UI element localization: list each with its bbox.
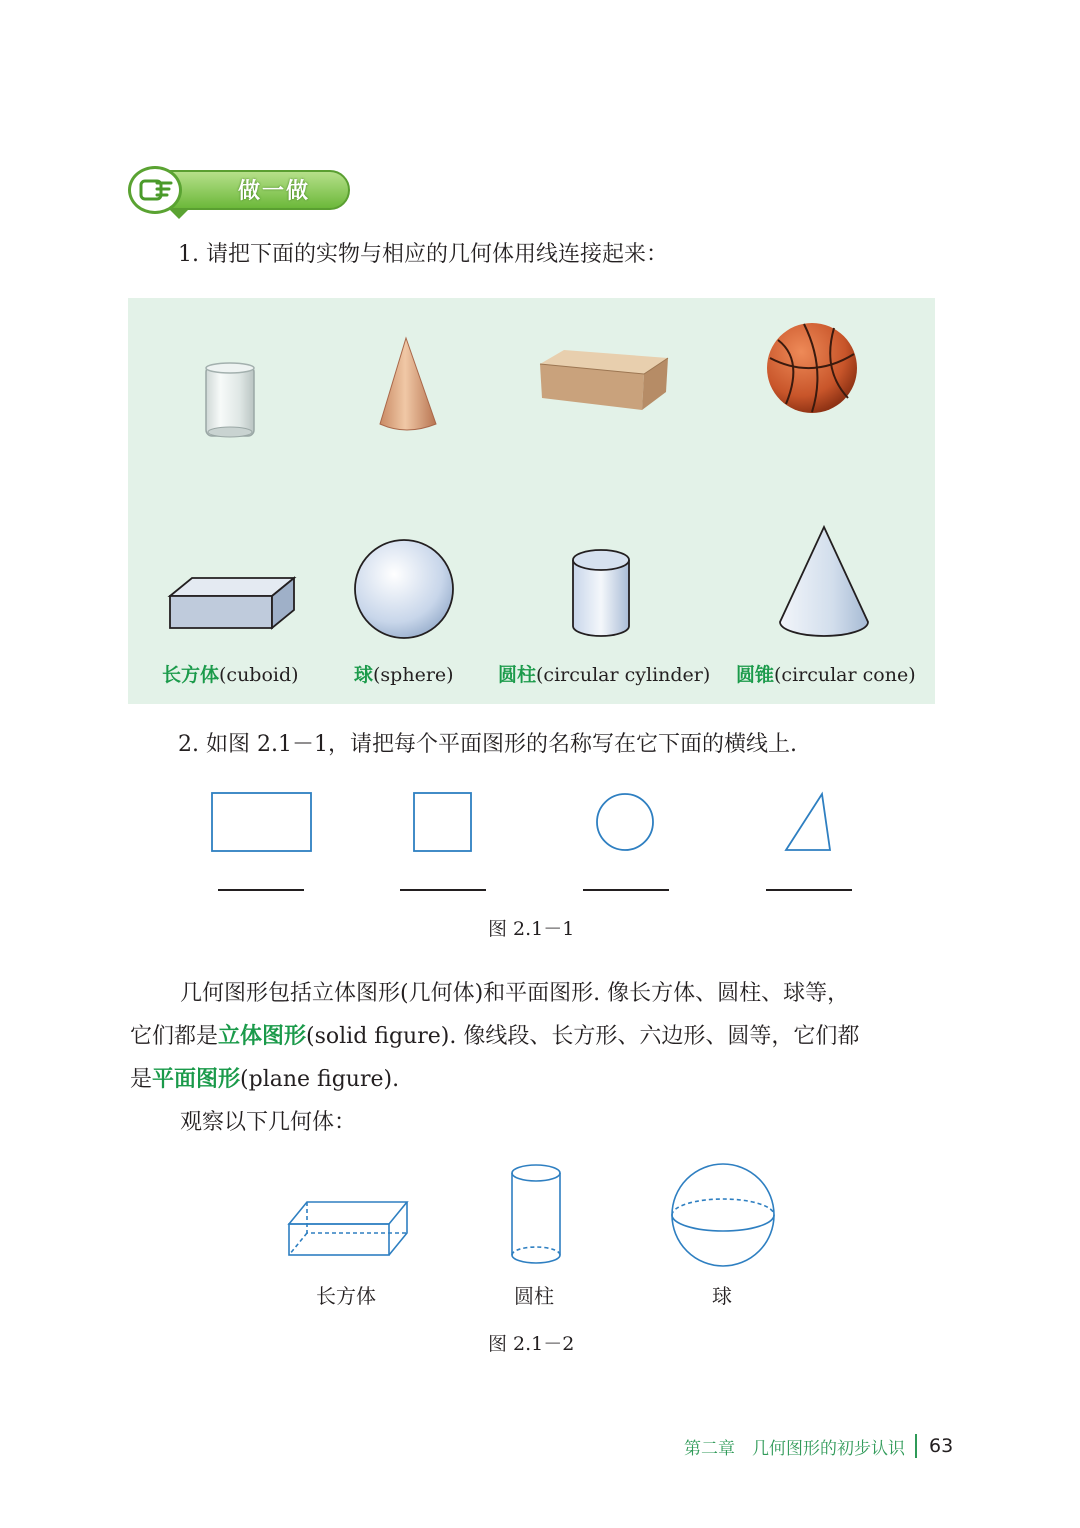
sphere-figure: [352, 537, 456, 641]
hand-pointing-icon: [131, 169, 179, 211]
section-pointer: [170, 210, 188, 219]
question-2: 2. 如图 2.1－1，请把每个平面图形的名称写在它下面的横线上.: [178, 732, 797, 757]
figure-2-1-1-caption: 图 2.1－1: [488, 918, 575, 940]
answer-blank-1[interactable]: [218, 889, 304, 891]
paragraph-line-2: [130, 1015, 936, 1058]
solid-label-cuboid: [162, 660, 299, 687]
page-footer: [684, 1432, 953, 1460]
solid-name-en: (cuboid): [219, 664, 299, 686]
term-solid-figure: 立体图形: [218, 1024, 307, 1049]
cone-figure: [776, 524, 872, 640]
sphere-wireframe: [668, 1160, 778, 1270]
solid-label-cone: [736, 660, 916, 687]
solid-name-cn: 圆锥: [736, 664, 775, 686]
solid-name-en: (sphere): [373, 664, 454, 686]
answer-blank-4[interactable]: [766, 889, 852, 891]
solid-name-en: (circular cylinder): [536, 664, 711, 686]
text: (plane figure).: [240, 1067, 400, 1092]
cardboard-box-image: [538, 348, 670, 414]
paragraph-line-3: [130, 1058, 936, 1101]
solid-name-en: (circular cone): [774, 664, 916, 686]
solid-name-cn: 圆柱: [498, 664, 537, 686]
question-1: 1. 请把下面的实物与相应的几何体用线连接起来：: [178, 242, 668, 267]
text: 它们都是: [130, 1024, 219, 1049]
cuboid-wireframe: [286, 1198, 410, 1258]
solid-label-sphere: [354, 660, 454, 687]
observe-line: 观察以下几何体：: [180, 1110, 357, 1135]
rectangle-shape: [210, 788, 314, 854]
basketball-image: [764, 320, 860, 416]
cylinder-wireframe: [508, 1162, 564, 1268]
footer-divider: [915, 1434, 917, 1458]
chapter-title: 第二章 几何图形的初步认识: [684, 1438, 905, 1459]
cylinder-figure: [570, 548, 632, 640]
cuboid-figure: [166, 574, 300, 632]
section-title: 做一做: [238, 179, 311, 204]
section-header: [128, 166, 352, 220]
triangle-shape: [782, 788, 834, 854]
circle-shape: [594, 788, 656, 854]
answer-blank-3[interactable]: [583, 889, 669, 891]
definition-paragraph: [130, 972, 936, 1144]
figure-2-1-2-caption: 图 2.1－2: [488, 1333, 575, 1355]
text: 是: [130, 1067, 153, 1092]
cuboid-label: 长方体: [316, 1284, 376, 1308]
solid-label-cylinder: [498, 660, 710, 687]
cylinder-label: 圆柱: [514, 1284, 554, 1308]
answer-blank-2[interactable]: [400, 889, 486, 891]
text: (solid figure). 像线段、长方形、六边形、圆等，它们都: [306, 1024, 860, 1049]
paragraph-line-1: 几何图形包括立体图形(几何体)和平面图形. 像长方体、圆柱、球等，: [180, 981, 850, 1006]
section-icon-circle: [128, 166, 182, 214]
wooden-cone-image: [376, 336, 440, 436]
sphere-label: 球: [712, 1284, 732, 1308]
term-plane-figure: 平面图形: [152, 1067, 241, 1092]
solid-name-cn: 长方体: [162, 664, 220, 686]
glass-cup-image: [198, 360, 262, 442]
page-number: 63: [929, 1435, 954, 1457]
solid-name-cn: 球: [354, 664, 374, 686]
square-shape: [412, 788, 474, 854]
